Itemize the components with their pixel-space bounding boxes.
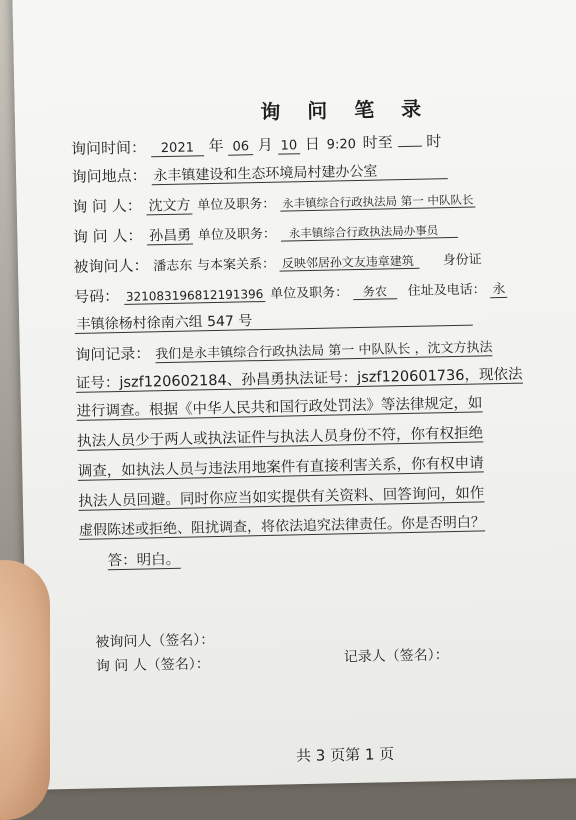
time-day-unit: 日 (304, 134, 321, 154)
subject-job: 务农 (353, 284, 397, 300)
subject-addr-2: 丰镇徐杨村徐南六组 547 号 (75, 309, 473, 334)
subject-addr-label: 住址及电话： (407, 282, 486, 299)
time-end-unit: 时 (426, 132, 442, 151)
place-label: 询问地点： (71, 166, 147, 186)
signature-interviewer: 询 问 人（签名）： (95, 656, 210, 675)
record-line-5: 调查，如执法人员与违法用地案件有直接利害关系，你有权申请 (77, 455, 484, 480)
time-month-unit: 月 (257, 135, 273, 155)
time-day: 10 (277, 138, 300, 154)
time-start: 9:20 (326, 137, 357, 153)
signature-subject: 被询问人（签名）： (95, 632, 215, 651)
signature-recorder: 记录人（签名）： (343, 647, 449, 666)
time-year: 2021 (151, 140, 204, 157)
time-year-unit: 年 (208, 136, 224, 156)
time-to: 时至 (362, 133, 393, 152)
subject-relation-label: 与本案关系： (196, 256, 276, 274)
interviewer1-name: 沈文方 (146, 197, 192, 215)
time-end-blank (398, 146, 422, 148)
interviewer1-job-label: 单位及职务： (197, 196, 276, 214)
record-line-1: 我们是永丰镇综合行政执法局 第一 中队队长 ，沈文方执法 (154, 340, 493, 363)
subject-id: 321083196812191396 (124, 287, 266, 305)
hand (0, 560, 50, 820)
subject-label: 被询问人： (73, 256, 149, 276)
interviewer2-label: 询 问 人： (72, 226, 143, 246)
subject-name: 潘志东 (153, 258, 193, 275)
record-answer: 答：明白。 (107, 551, 181, 570)
subject-relation: 反映邻居孙文友违章建筑 (280, 254, 420, 272)
record-answer-row (107, 548, 180, 571)
page-footer: 共 3 页第 1 页 (295, 744, 395, 766)
document-title: 询 问 笔 录 (260, 96, 432, 125)
record-line-3: 进行调查。根据《中华人民共和国行政处罚法》等法律规定，如 (76, 395, 483, 420)
subject-id-label: 身份证 (442, 252, 482, 269)
time-month: 06 (228, 139, 253, 156)
interviewer1-job: 永丰镇综合行政执法局 第一 中队队长 (280, 193, 476, 212)
subject-id-label2: 号码： (73, 287, 120, 306)
place-value: 永丰镇建设和生态环境局村建办公室 (151, 162, 447, 185)
time-label: 询问时间： (70, 138, 147, 158)
interviewer1-label: 询 问 人： (72, 196, 142, 216)
interviewer2-job: 永丰镇综合行政执法局办事员 (281, 223, 459, 242)
record-line-4: 执法人员少于两人或执法证件与执法人员身份不符，你有权拒绝 (76, 425, 484, 450)
record-line-7: 虚假陈述或拒绝、阻扰调查，将依法追究法律责任。你是否明白？ (78, 514, 486, 539)
subject-job-label: 单位及职务： (269, 285, 349, 302)
record-line-2: 证号：jszf120602184、孙昌勇执法证号：jszf120601736，现依法 (75, 366, 523, 392)
interviewer2-name: 孙昌勇 (147, 227, 193, 245)
subject-addr-1: 永 (490, 282, 507, 298)
record-line-6: 执法人员回避。同时你应当如实提供有关资料、回答询问，如作 (78, 485, 485, 510)
record-label: 询问记录： (75, 344, 151, 364)
interviewer2-job-label: 单位及职务： (197, 226, 277, 244)
